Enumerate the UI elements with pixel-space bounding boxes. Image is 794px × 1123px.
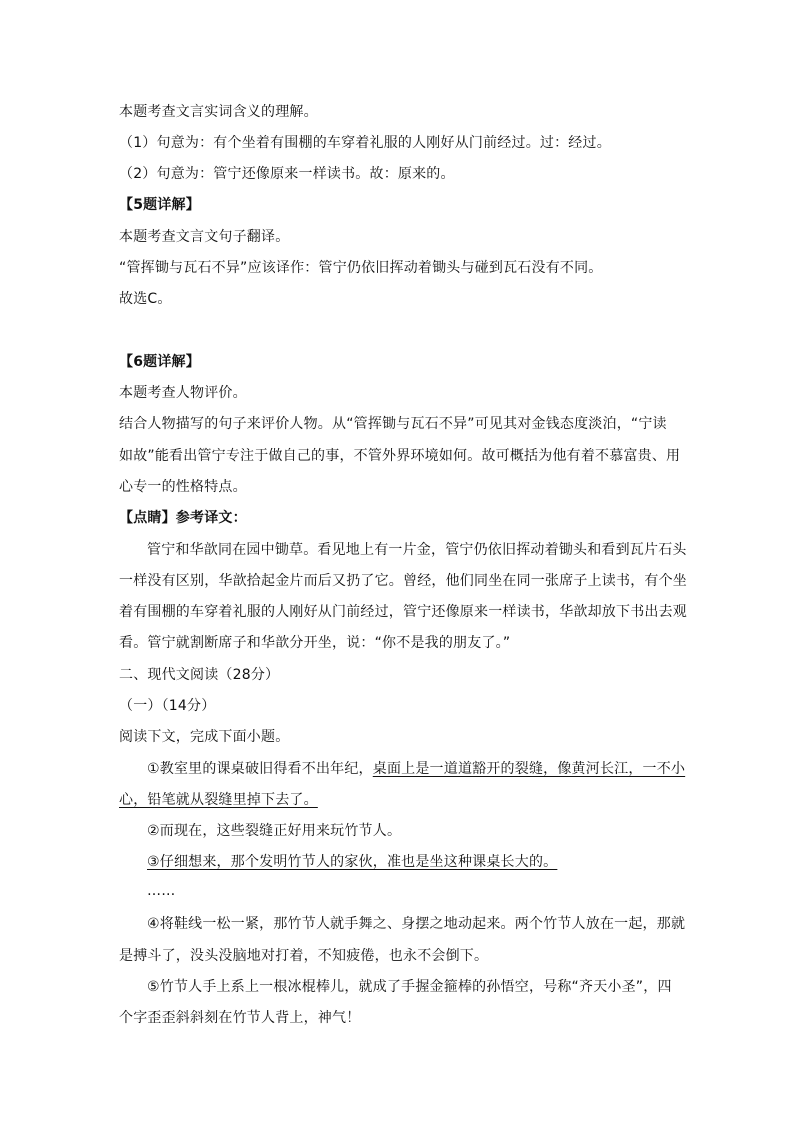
text-line: （一）（14分） xyxy=(119,698,216,714)
text-line: （1）句意为：有个坐着有围棚的车穿着礼服的人刚好从门前经过。过：经过。 xyxy=(119,135,611,151)
text-line: 如故”能看出管宁专注于做自己的事，不管外界环境如何。故可概括为他有着不慕富贵、用 xyxy=(119,448,681,464)
ellipsis: …… xyxy=(147,883,176,899)
text-line: ⑤竹节人手上系上一根冰棍棒儿，就成了手握金箍棒的孙悟空，号称“齐天小圣”，四 xyxy=(147,979,672,995)
text-line: 本题考查人物评价。 xyxy=(119,385,247,401)
section-heading: 【5题详解】 xyxy=(119,197,200,213)
text-line: 一样没有区别，华歆拾起金片而后又扔了它。曾经，他们同坐在同一张席子上读书，有个坐 xyxy=(119,573,687,589)
text-line: 二、现代文阅读（28分） xyxy=(119,667,280,683)
text-line: ④将鞋线一松一紧，那竹节人就手舞之、身摆之地动起来。两个竹节人放在一起，那就 xyxy=(147,916,686,932)
text-line: 管宁和华歆同在园中锄草。看见地上有一片金，管宁仍依旧挥动着锄头和看到瓦片石头 xyxy=(147,542,687,558)
text-line: 本题考查文言实词含义的理解。 xyxy=(119,104,318,120)
text-line: 阅读下文，完成下面小题。 xyxy=(119,729,290,745)
text-line: “管挥锄与瓦石不异”应该译作：管宁仍依旧挥动着锄头与碰到瓦石没有不同。 xyxy=(119,260,603,276)
text-line: 故选C。 xyxy=(119,291,172,307)
text-line: ②而现在，这些裂缝正好用来玩竹节人。 xyxy=(147,823,402,839)
underlined-text: 心，铅笔就从裂缝里掉下去了。 xyxy=(119,792,318,808)
underlined-text: ③仔细想来，那个发明竹节人的家伙，准也是坐这种课桌长大的。 xyxy=(147,854,558,870)
text-line: 个字歪歪斜斜刻在竹节人背上，神气！ xyxy=(119,1010,361,1026)
underlined-text: 桌面上是一道道豁开的裂缝，像黄河长江，一不小 xyxy=(372,761,686,777)
text-line: 着有围棚的车穿着礼服的人刚好从门前经过，管宁还像原来一样读书，华歆却放下书出去观 xyxy=(119,604,687,620)
text-line: 心专一的性格特点。 xyxy=(119,479,247,495)
paragraph-3-line xyxy=(147,852,557,872)
text-line: 本题考查文言文句子翻译。 xyxy=(119,229,290,245)
paragraph-1-line xyxy=(119,790,318,810)
section-heading: 【点睛】参考译文： xyxy=(119,510,247,526)
text-line: 结合人物描写的句子来评价人物。从“管挥锄与瓦石不异”可见其对金钱态度淡泊，“宁读 xyxy=(119,416,667,432)
section-heading: 【6题详解】 xyxy=(119,354,200,370)
text-line: 是搏斗了，没头没脑地对打着，不知疲倦，也永不会倒下。 xyxy=(119,948,489,964)
paragraph-1-line xyxy=(147,759,685,779)
text-line: 看。管宁就割断席子和华歆分开坐，说：“你不是我的朋友了。” xyxy=(119,635,511,651)
text-line: （2）句意为：管宁还像原来一样读书。故：原来的。 xyxy=(119,166,455,182)
text-segment: ①教室里的课桌破旧得看不出年纪， xyxy=(147,761,373,777)
